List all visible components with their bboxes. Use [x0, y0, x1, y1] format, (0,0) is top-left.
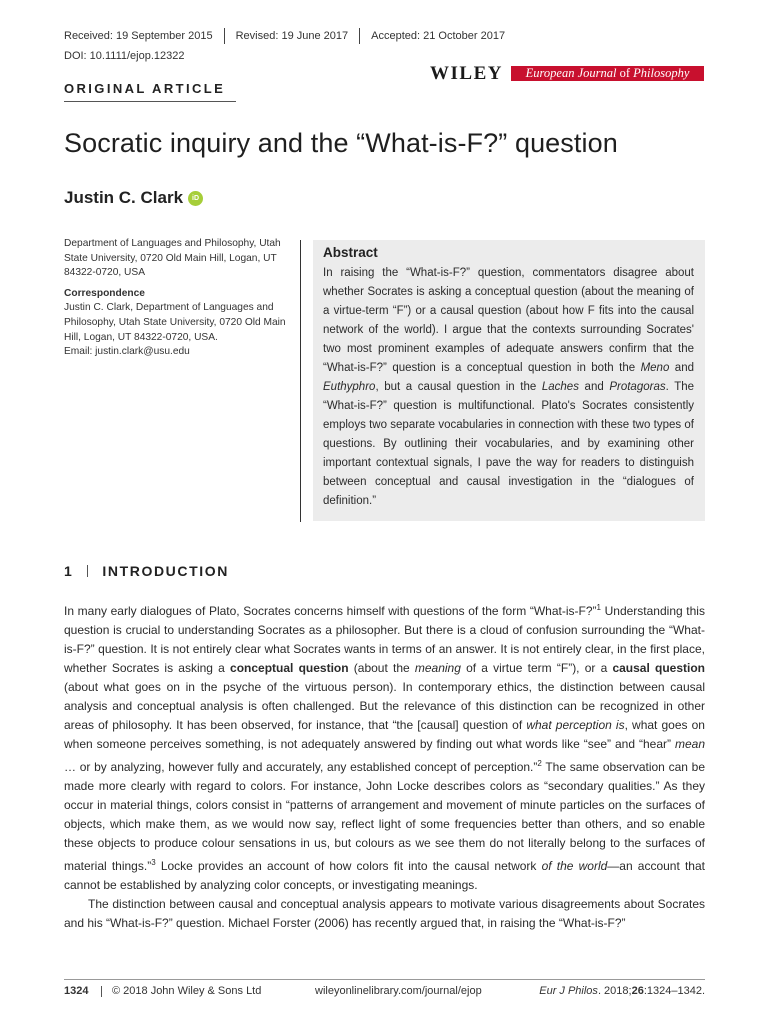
body-text — [64, 598, 705, 933]
citation-volume: 26 — [631, 985, 644, 997]
abstract-segment: . The “What-is-F?” question is multifunctional. Plato's Socrates consistently employs two separate vocabularies in connection with these two types of questions. By outlining their vocabularies, and by examining other important contextual signals, I pave the way for readers to distinguish between conceptual and causal investigation in the “dialogues of definition.” — [323, 381, 695, 507]
section-tag: ORIGINAL ARTICLE — [64, 81, 226, 96]
text-segment: Locke provides an account of how colors fit into the causal network — [155, 859, 542, 873]
abstract-segment: In raising the “What-is-F?” question, commentators disagree about whether Socrates is asking a conceptual question (about the meaning of a virtue-term “F”) or a causal question (about how F fits into the causal network of the world). I argue that the contexts surrounding Socrates' two most prominent examples of adequate answers confirm that the “What-is-F?” question is a conceptual question in both the — [323, 267, 694, 374]
divider — [224, 28, 225, 44]
affiliation-column — [64, 237, 294, 360]
citation-journal: Eur J Philos — [539, 985, 598, 997]
article-title: Socratic inquiry and the “What-is-F?” question — [64, 128, 618, 158]
paragraph — [64, 598, 705, 895]
publisher-logo: WILEY — [430, 63, 503, 84]
italic-term: meaning — [414, 661, 461, 675]
abstract-italic: Euthyphro — [323, 381, 376, 393]
orcid-icon[interactable]: iD — [188, 191, 203, 206]
footnote-ref[interactable]: 1 — [596, 603, 601, 612]
paragraph: The distinction between causal and conceptual analysis appears to motivate various disagreements about Socrates and his “What-is-F?” question. Michael Forster (2006) has recently argued that, in raising the “What-is-F?” — [64, 897, 705, 930]
accepted-date: Accepted: 21 October 2017 — [371, 30, 506, 42]
text-segment: In many early dialogues of Plato, Socrates concerns himself with questions of the form “What-is-F?” — [64, 604, 597, 618]
abstract-segment: and — [669, 362, 694, 374]
abstract-segment: and — [578, 381, 610, 393]
footnote-ref[interactable]: 3 — [151, 858, 156, 867]
text-segment: —an account that cannot be established by analyzing color concepts, or investigating meanings. — [64, 859, 705, 892]
abstract-box — [313, 240, 705, 521]
article-dates — [64, 28, 505, 44]
correspondence-heading: Correspondence — [64, 287, 145, 299]
text-segment: , what goes on when someone perceives something, is not adequately answered by finding out what words like “see” and “hear” — [64, 718, 705, 751]
abstract-text — [323, 264, 694, 511]
doi[interactable]: DOI: 10.1111/ejop.12322 — [64, 50, 185, 62]
journal-name-of: of — [619, 66, 631, 80]
section-heading-introduction — [64, 563, 229, 579]
revised-date: Revised: 19 June 2017 — [235, 30, 349, 42]
italic-term: of the world — [541, 859, 608, 873]
author-name[interactable]: Justin C. Clark — [64, 188, 184, 207]
footer-divider — [101, 986, 102, 997]
text-segment: … or by analyzing, however fully and accurately, any established concept of perception.” — [64, 760, 538, 774]
bold-term: causal question — [612, 661, 705, 675]
author-line — [64, 188, 203, 208]
abstract-italic: Meno — [640, 362, 670, 374]
text-segment: of a virtue term “F”), or a — [460, 661, 613, 675]
citation-year: . 2018; — [597, 985, 632, 997]
abstract-italic: Protagoras — [609, 381, 666, 393]
text-segment: Understanding this question is crucial to understanding Socrates as a philosopher. But there is a cloud of confusion surrounding the “What-is-F?” question. It is not entirely clear what Socrates wants in terms of an answer. It is not entirely clear, in the first place, whether Socrates is asking a — [64, 604, 705, 675]
affiliation: Department of Languages and Philosophy, Utah State University, 0720 Old Main Hill, Logan, UT 84322-0720, USA — [64, 238, 281, 279]
text-segment: (about what goes on in the psyche of the virtuous person). In contemporary ethics, the distinction between causal analysis and conceptual analysis is often challenged. But the relevance of this distinction can be recognized in other areas of philosophy. It has been observed, for instance, that “the [causal] question of — [64, 680, 705, 732]
abstract-heading: Abstract — [323, 245, 378, 260]
section-number: 1 — [64, 563, 74, 579]
received-date: Received: 19 September 2015 — [64, 30, 213, 42]
abstract-segment: , but a causal question in the — [375, 381, 542, 393]
section-tag-underline — [64, 101, 236, 102]
footnote-ref[interactable]: 2 — [537, 759, 542, 768]
text-segment: The same observation can be made more clearly with regard to colors. For instance, John Locke describes colors as “secondary qualities.” As they occur in material things, colors consist in “patterns of arrangement and movement of minute particles on the surfaces of objects, which make them, as we would now say, reflect light of some frequencies better than others, and so enable these objects to produce colour sensations in us, but colours as we see them do not literally belong to the surfaces of material things.” — [64, 760, 706, 873]
divider — [359, 28, 360, 44]
section-title: INTRODUCTION — [102, 563, 229, 579]
citation-pages: :1324–1342. — [643, 985, 705, 997]
page-number: 1324 — [64, 985, 89, 997]
journal-url[interactable]: wileyonlinelibrary.com/journal/ejop — [315, 985, 482, 997]
heading-divider — [87, 565, 88, 577]
journal-name-part: European Journal — [525, 66, 620, 80]
journal-banner — [511, 66, 704, 81]
bold-term: conceptual question — [230, 661, 349, 675]
footer-rule — [64, 979, 705, 980]
abstract-italic: Laches — [541, 381, 579, 393]
italic-term: mean — [674, 737, 705, 751]
italic-term: what perception is — [526, 718, 625, 732]
journal-name-part: Philosophy — [630, 66, 690, 80]
text-segment: (about the — [348, 661, 415, 675]
correspondence-address: Justin C. Clark, Department of Languages and Philosophy, Utah State University, 0720 Old Main Hill, Logan, UT 84322-0720, USA. — [64, 302, 286, 343]
correspondence-email[interactable]: Email: justin.clark@usu.edu — [64, 346, 190, 358]
column-divider — [300, 240, 301, 522]
copyright: © 2018 John Wiley & Sons Ltd — [112, 985, 262, 997]
citation — [539, 985, 705, 997]
